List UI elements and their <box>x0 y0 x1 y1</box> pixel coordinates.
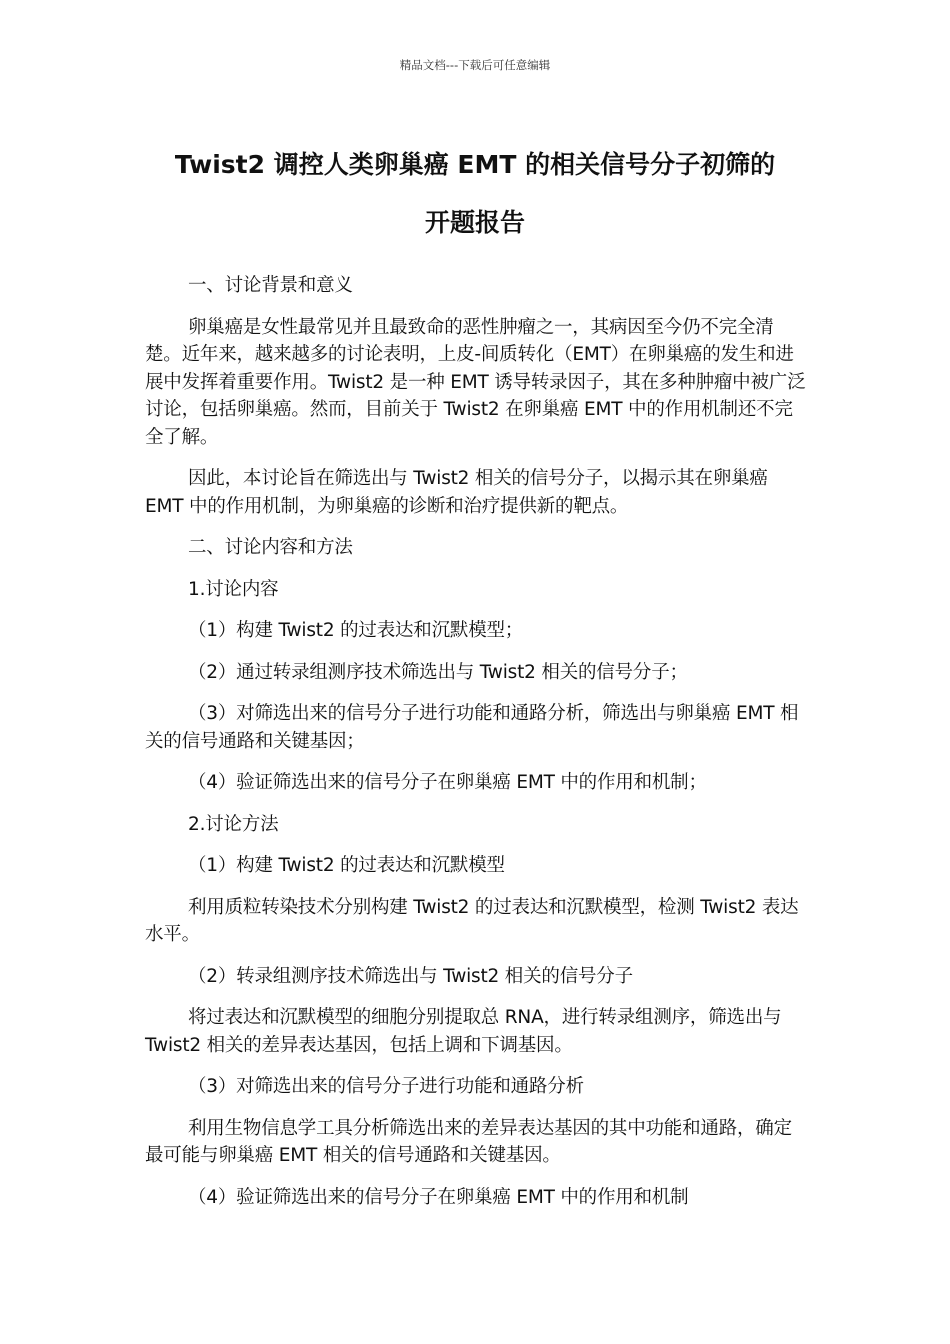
subsection-heading-content: 1.讨论内容 <box>188 578 279 600</box>
content-item-2: （2）通过转录组测序技术筛选出与 Twist2 相关的信号分子； <box>188 661 688 683</box>
method-paragraph-3: 利用生物信息学工具分析筛选出来的差异表达基因的其中功能和通路，确定最可能与卵巢癌 EMT 相关的信号通路和关键基因。 <box>145 1117 792 1166</box>
section-heading-content-methods: 二、讨论内容和方法 <box>188 537 353 558</box>
document-title <box>120 136 830 252</box>
title-line-2: 开题报告 <box>424 208 525 237</box>
subsection-heading-methods: 2.讨论方法 <box>188 813 279 835</box>
page-header: 精品文档---下载后可任意编辑 <box>399 58 551 72</box>
method-heading-3: （3）对筛选出来的信号分子进行功能和通路分析 <box>188 1076 584 1097</box>
section-heading-background: 一、讨论背景和意义 <box>188 275 353 296</box>
paragraph-background-2: 因此，本讨论旨在筛选出与 Twist2 相关的信号分子，以揭示其在卵巢癌 EMT 中的作用机制，为卵巢癌的诊断和治疗提供新的靶点。 <box>145 468 768 517</box>
content-item-1: （1）构建 Twist2 的过表达和沉默模型； <box>188 620 524 641</box>
method-paragraph-2: 将过表达和沉默模型的细胞分别提取总 RNA，进行转录组测序，筛选出与 Twist2 相关的差异表达基因，包括上调和下调基因。 <box>145 1007 782 1056</box>
content-item-4: （4）验证筛选出来的信号分子在卵巢癌 EMT 中的作用和机制； <box>188 772 707 793</box>
method-paragraph-1: 利用质粒转染技术分别构建 Twist2 的过表达和沉默模型，检测 Twist2 表达水平。 <box>145 896 799 945</box>
content-item-3: （3）对筛选出来的信号分子进行功能和通路分析，筛选出与卵巢癌 EMT 相关的信号通路和关键基因； <box>145 703 799 752</box>
method-heading-4: （4）验证筛选出来的信号分子在卵巢癌 EMT 中的作用和机制 <box>188 1186 689 1208</box>
document-body <box>145 272 807 1225</box>
method-heading-2: （2）转录组测序技术筛选出与 Twist2 相关的信号分子 <box>188 965 633 987</box>
paragraph-background-1: 卵巢癌是女性最常见并且最致命的恶性肿瘤之一，其病因至今仍不完全清楚。近年来，越来越多的讨论表明，上皮-间质转化（EMT）在卵巢癌的发生和进展中发挥着重要作用。Twist2 是一种 EMT 诱导转录因子，其在多种肿瘤中被广泛讨论，包括卵巢癌。然而，目前关于 Twist2 在卵巢癌 EMT 中的作用机制还不完全了解。 <box>145 316 806 448</box>
method-heading-1: （1）构建 Twist2 的过表达和沉默模型 <box>188 855 505 876</box>
title-line-1: Twist2 调控人类卵巢癌 EMT 的相关信号分子初筛的 <box>174 150 776 179</box>
